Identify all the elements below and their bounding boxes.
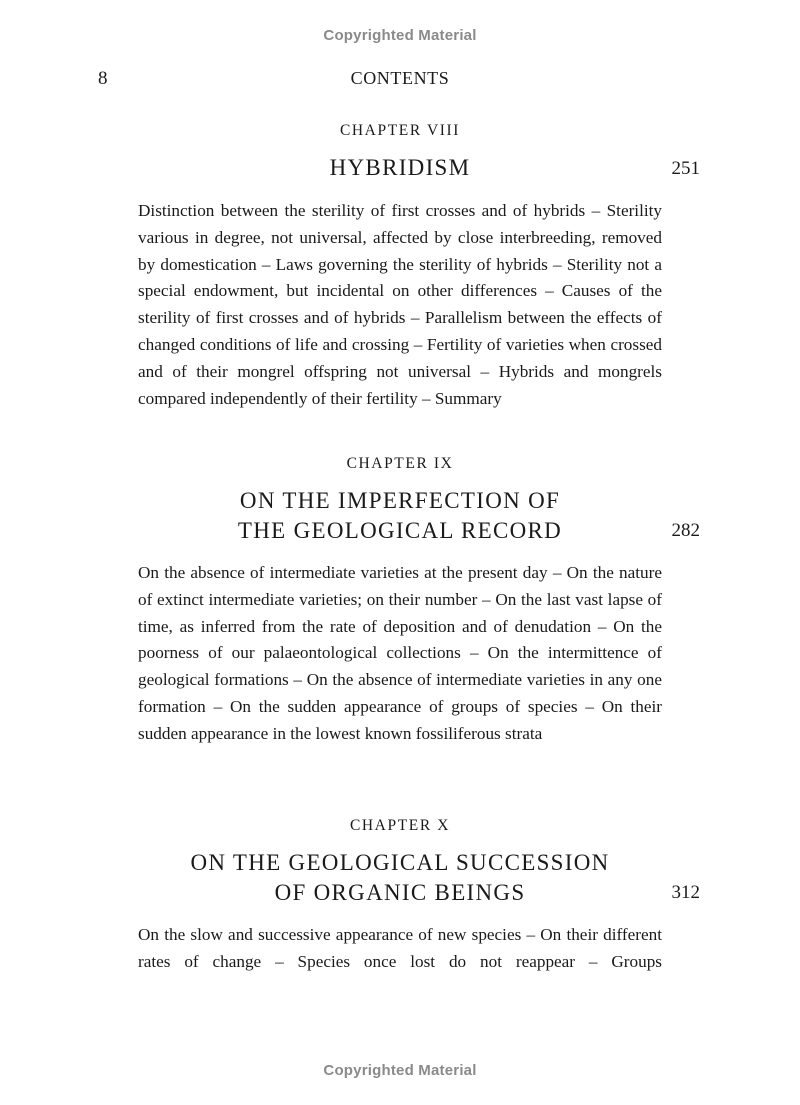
chapter-label: CHAPTER IX (346, 455, 454, 472)
chapter-summary: Distinction between the sterility of first crosses and of hybrids – Sterility various in degree, not universal, affected by close interbreeding, removed by domestication – Laws governing the sterility of hybrids – Sterility not a special endowment, but incidental on other differences – Causes of the sterility of first crosses and of hybrids – Parallelism between the effects of changed conditions of life and crossing – Fertility of varieties when crossed and of their mongrel offspring not universal – Hybrids and mongrels compared independently of their fertility – Summary (138, 201, 662, 408)
copyright-watermark-bottom: Copyrighted Material (323, 1062, 477, 1079)
chapter-label: CHAPTER VIII (339, 122, 461, 139)
running-title: CONTENTS (350, 68, 450, 88)
chapter-page-number: 282 (671, 520, 700, 541)
chapter-summary: On the slow and successive appearance of new species – On their different rates of change – Species once lost do not reappear – Groups (138, 925, 662, 971)
chapter-title-line: ON THE GEOLOGICAL SUCCESSION (190, 850, 610, 875)
chapter-page-number: 312 (671, 882, 700, 903)
chapter-label: CHAPTER X (349, 817, 451, 834)
page-number: 8 (98, 68, 108, 89)
copyright-watermark-top: Copyrighted Material (323, 27, 477, 44)
chapter-page-number: 251 (671, 158, 700, 179)
chapter-summary: On the absence of intermediate varieties at the present day – On the nature of extinct intermediate varieties; on their number – On the last vast lapse of time, as inferred from the rate of deposition and of denudation – On the poorness of our palaeontological collections – On the intermittence of geological formations – On the absence of intermediate varieties in any one formation – On the sudden appearance of groups of species – On their sudden appearance in the lowest known fossiliferous strata (138, 563, 662, 743)
chapter-title-line: THE GEOLOGICAL RECORD (237, 518, 563, 543)
chapter-title-line: HYBRIDISM (329, 155, 471, 180)
chapter-title-line: OF ORGANIC BEINGS (274, 880, 526, 905)
chapter-title-line: ON THE IMPERFECTION OF (239, 488, 561, 513)
